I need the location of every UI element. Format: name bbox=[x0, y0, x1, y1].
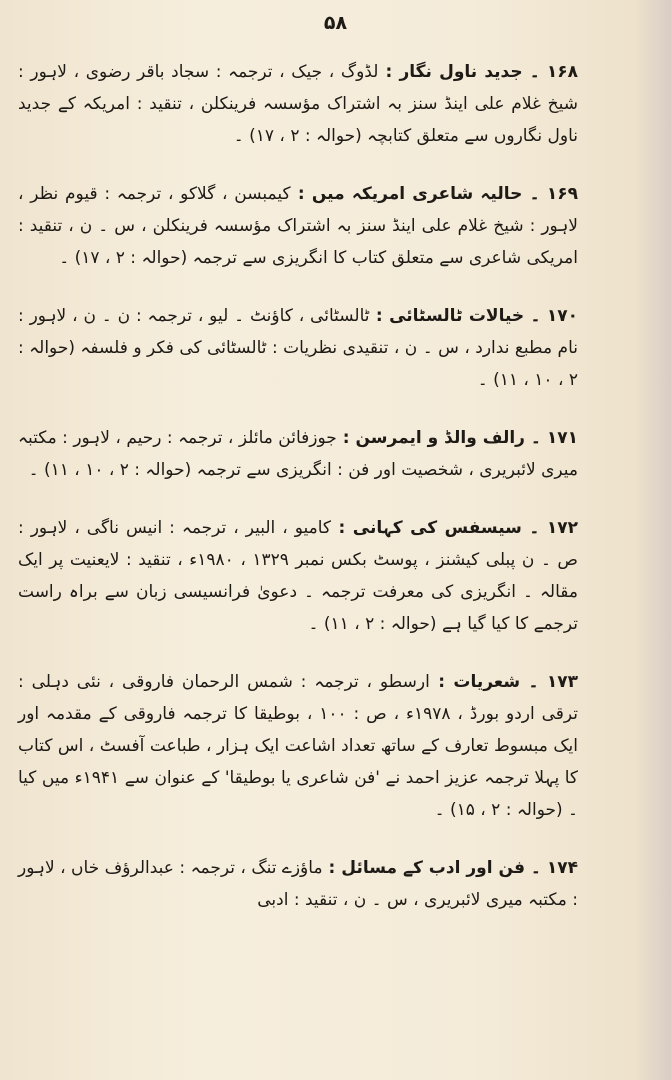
entry-title: خیالات ٹالسٹائی bbox=[389, 306, 525, 326]
entry-title: رالف والڈ و ایمرسن bbox=[355, 428, 525, 448]
entry-body: کامیو ، البیر ، ترجمہ : انیس ناگی ، لاہور : ص ۔ ن پبلی کیشنز ، پوسٹ بکس نمبر ۱۳۲۹ ، ۱۹۸۰ء ، تنقید : لایعنیت پر ایک مقالہ ۔ انگریزی کی معرفت ترجمہ ۔ دعویٰ فرانسیسی زبان سے براہ راست ترجمے کا کیا گیا ہے (حوالہ : ۲ ، ۱۱) ۔ bbox=[18, 518, 578, 634]
entry-title: شعریات bbox=[453, 672, 521, 692]
entry: ۱۶۹ ۔ حالیہ شاعری امریکہ میں : کیمبسن ، گلاکو ، ترجمہ : قیوم نظر ، لاہور : شیخ غلام علی اینڈ سنز بہ اشتراک مؤسسہ فرینکلن ، س ۔ ن ، تنقید : امریکی شاعری سے متعلق کتاب کا انگریزی سے ترجمہ (حوالہ : ۲ ، ۱۷) ۔ bbox=[18, 184, 578, 268]
entry-body: جوزفائن مائلز ، ترجمہ : رحیم ، لاہور : مکتبہ میری لائبریری ، شخصیت اور فن : انگریزی سے ترجمہ (حوالہ : ۲ ، ۱۰ ، ۱۱) ۔ bbox=[18, 428, 578, 480]
entry: ۱۶۸ ۔ جدید ناول نگار : لڈوگ ، جیک ، ترجمہ : سجاد باقر رضوی ، لاہور : شیخ غلام علی اینڈ سنز بہ اشتراک مؤسسہ فرینکلن ، تنقید : امریکہ کے جدید ناول نگاروں سے متعلق کتابچہ (حوالہ : ۲ ، ۱۷) ۔ bbox=[18, 62, 578, 146]
bibliography-entries bbox=[18, 56, 578, 942]
entry-number: ۱۶۹ bbox=[546, 184, 578, 204]
entry-number: ۱۷۲ bbox=[546, 518, 578, 538]
entry-number: ۱۷۳ bbox=[546, 672, 578, 692]
entry-title: جدید ناول نگار bbox=[399, 62, 523, 82]
entry-title: فن اور ادب کے مسائل bbox=[341, 858, 525, 878]
entry: ۱۷۰ ۔ خیالات ٹالسٹائی : ٹالسٹائی ، کاؤنٹ ۔ لیو ، ترجمہ : ن ۔ ن ، لاہور : نام مطبع ندارد ، س ۔ ن ، تنقیدی نظریات : ٹالسٹائی کی فکر و فلسفہ (حوالہ : ۲ ، ۱۰ ، ۱۱) ۔ bbox=[18, 306, 578, 390]
entry: ۱۷۱ ۔ رالف والڈ و ایمرسن : جوزفائن مائلز ، ترجمہ : رحیم ، لاہور : مکتبہ میری لائبریری ، شخصیت اور فن : انگریزی سے ترجمہ (حوالہ : ۲ ، ۱۰ ، ۱۱) ۔ bbox=[18, 428, 578, 480]
page-edge-shadow bbox=[635, 0, 671, 1080]
entry: ۱۷۴ ۔ فن اور ادب کے مسائل : ماؤزے تنگ ، ترجمہ : عبدالرؤف خاں ، لاہور : مکتبہ میری لائبریری ، س ۔ ن ، تنقید : ادبی bbox=[18, 858, 578, 910]
entry-body: ارسطو ، ترجمہ : شمس الرحمان فاروقی ، نئی دہلی : ترقی اردو بورڈ ، ۱۹۷۸ء ، ص : ۱۰۰ ، بوطیقا کا ترجمہ فاروقی کے مقدمہ اور ایک مبسوط تعارف کے ساتھ تعداد اشاعت ایک ہزار ، طباعت آفسٹ ، اس کتاب کا پہلا ترجمہ عزیز احمد نے 'فن شاعری یا بوطیقا' کے عنوان سے ۱۹۴۱ء میں کیا ۔ (حوالہ : ۲ ، ۱۵) ۔ bbox=[18, 672, 579, 820]
page-number: ۵۸ bbox=[323, 12, 348, 34]
entry-title: حالیہ شاعری امریکہ میں bbox=[311, 184, 523, 204]
entry-body: کیمبسن ، گلاکو ، ترجمہ : قیوم نظر ، لاہور : شیخ غلام علی اینڈ سنز بہ اشتراک مؤسسہ فرینکلن ، س ۔ ن ، تنقید : امریکی شاعری سے متعلق کتاب کا انگریزی سے ترجمہ (حوالہ : ۲ ، ۱۷) ۔ bbox=[18, 184, 578, 268]
entry-number: ۱۶۸ bbox=[546, 62, 578, 82]
entry-number: ۱۷۱ bbox=[546, 428, 578, 448]
entry-body: لڈوگ ، جیک ، ترجمہ : سجاد باقر رضوی ، لاہور : شیخ غلام علی اینڈ سنز بہ اشتراک مؤسسہ فرینکلن ، تنقید : امریکہ کے جدید ناول نگاروں سے متعلق کتابچہ (حوالہ : ۲ ، ۱۷) ۔ bbox=[18, 62, 578, 146]
entry: ۱۷۲ ۔ سیسفس کی کہانی : کامیو ، البیر ، ترجمہ : انیس ناگی ، لاہور : ص ۔ ن پبلی کیشنز ، پوسٹ بکس نمبر ۱۳۲۹ ، ۱۹۸۰ء ، تنقید : لایعنیت پر ایک مقالہ ۔ انگریزی کی معرفت ترجمہ ۔ دعویٰ فرانسیسی زبان سے براہ راست ترجمے کا کیا گیا ہے (حوالہ : ۲ ، ۱۱) ۔ bbox=[18, 518, 578, 634]
entry-title: سیسفس کی کہانی bbox=[352, 518, 522, 538]
entry-body: ٹالسٹائی ، کاؤنٹ ۔ لیو ، ترجمہ : ن ۔ ن ، لاہور : نام مطبع ندارد ، س ۔ ن ، تنقیدی نظریات : ٹالسٹائی کی فکر و فلسفہ (حوالہ : ۲ ، ۱۰ ، ۱۱) ۔ bbox=[18, 306, 578, 390]
entry-number: ۱۷۴ bbox=[546, 858, 578, 878]
entry-number: ۱۷۰ bbox=[546, 306, 578, 326]
entry-body: ماؤزے تنگ ، ترجمہ : عبدالرؤف خاں ، لاہور : مکتبہ میری لائبریری ، س ۔ ن ، تنقید : ادبی bbox=[18, 858, 578, 910]
entry: ۱۷۳ ۔ شعریات : ارسطو ، ترجمہ : شمس الرحمان فاروقی ، نئی دہلی : ترقی اردو بورڈ ، ۱۹۷۸ء ، ص : ۱۰۰ ، بوطیقا کا ترجمہ فاروقی کے مقدمہ اور ایک مبسوط تعارف کے ساتھ تعداد اشاعت ایک ہزار ، طباعت آفسٹ ، اس کتاب کا پہلا ترجمہ عزیز احمد نے 'فن شاعری یا بوطیقا' کے عنوان سے ۱۹۴۱ء میں کیا ۔ (حوالہ : ۲ ، ۱۵) ۔ bbox=[18, 672, 579, 820]
